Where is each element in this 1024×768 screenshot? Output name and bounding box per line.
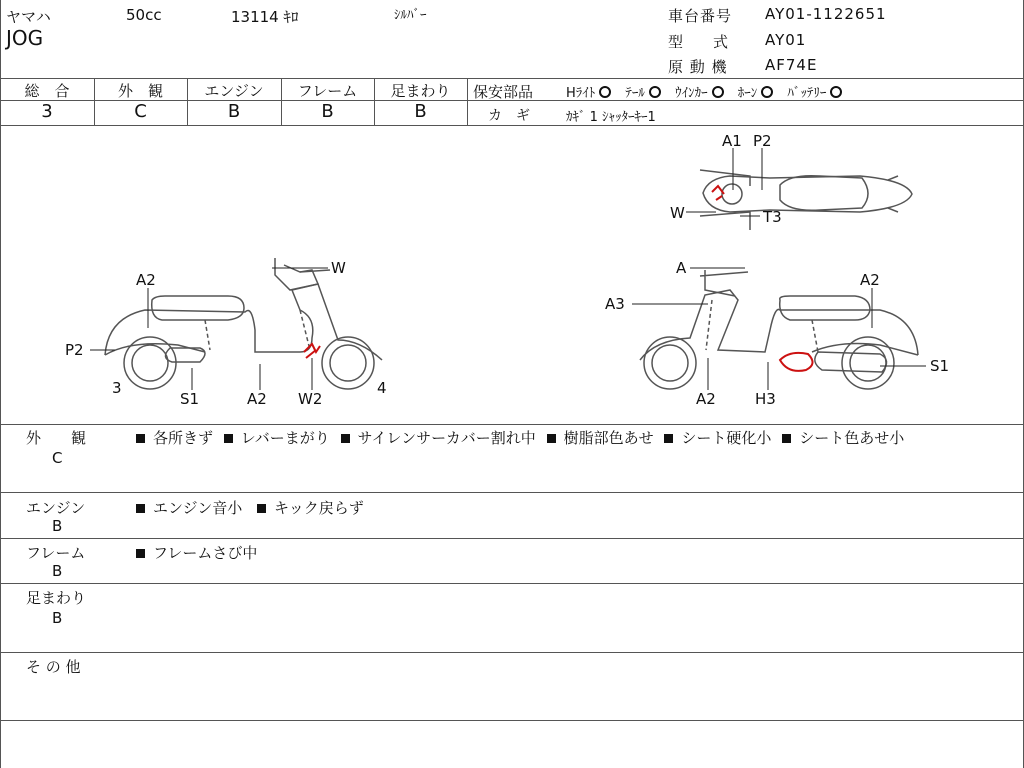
ok-mark-icon	[712, 86, 724, 98]
engine-value: AF74E	[765, 56, 818, 74]
note-items-exterior: 各所きず レバーまがり サイレンサーカバー割れ中 樹脂部色あせ シート硬化小 シート色あせ小	[136, 427, 1016, 449]
body-color: ｼﾙﾊﾞｰ	[394, 8, 427, 23]
safety-title: 保安部品	[473, 83, 534, 101]
key-label: カ ギ	[488, 108, 530, 124]
ok-mark-icon	[761, 86, 773, 98]
grade-value-engine: B	[227, 101, 241, 122]
mileage: 13114 ｷﾛ	[231, 8, 299, 26]
label-left-a2-top: A2	[136, 271, 156, 289]
type-value: AY01	[765, 31, 807, 49]
bullet-square-icon	[664, 434, 673, 443]
damage-marks-right	[780, 353, 813, 371]
frame-number: AY01-1122651	[765, 5, 887, 23]
divider-notes-3	[0, 583, 1024, 584]
bullet-square-icon	[224, 434, 233, 443]
ok-mark-icon	[830, 86, 842, 98]
bullet-square-icon	[341, 434, 350, 443]
label-left-3: 3	[112, 379, 122, 397]
model-name: JOG	[6, 26, 44, 50]
label-right-a2-top: A2	[860, 271, 880, 289]
callout-labels-left	[65, 259, 387, 408]
divider-notes-4	[0, 652, 1024, 653]
safety-item-taillight: ﾃｰﾙ	[625, 86, 661, 101]
divider-diagram-bottom	[0, 424, 1024, 425]
label-right-s1: S1	[930, 357, 950, 375]
damage-diagram	[0, 126, 1024, 424]
ok-mark-icon	[599, 86, 611, 98]
label-top-a1: A1	[722, 132, 742, 150]
safety-item-headlight: Hﾗｲﾄ	[566, 86, 611, 101]
label-left-w2: W2	[298, 390, 323, 408]
note-label-other: そ の 他	[26, 658, 81, 676]
key-value: ｶｷﾞ 1 ｼｬｯﾀｰｷｰ1	[566, 110, 656, 125]
label-left-a2-bottom: A2	[247, 390, 267, 408]
grade-label-exterior: 外 観	[117, 82, 163, 100]
bullet-square-icon	[136, 504, 145, 513]
label-top-w: W	[670, 204, 685, 222]
frame-number-label: 車台番号	[668, 7, 733, 25]
scooter-top-view	[700, 170, 912, 230]
grade-label-engine: エンジン	[204, 82, 264, 100]
note-grade-suspension: B	[52, 609, 63, 627]
label-left-4: 4	[377, 379, 387, 397]
divider-notes-1	[0, 492, 1024, 493]
bullet-square-icon	[547, 434, 556, 443]
note-items-frame: フレームさび中	[136, 542, 257, 563]
note-grade-engine: B	[52, 517, 63, 535]
note-items-engine: エンジン音小 キック戻らず	[136, 497, 364, 518]
grade-label-overall: 総 合	[24, 82, 70, 100]
safety-item-battery: ﾊﾞｯﾃﾘｰ	[787, 86, 842, 101]
grade-col-divider-5	[467, 78, 468, 125]
note-label-exterior: 外 観	[26, 429, 87, 447]
grade-value-frame: B	[321, 101, 334, 122]
label-top-t3: T3	[763, 208, 782, 226]
bullet-square-icon	[257, 504, 266, 513]
label-top-p2: P2	[753, 132, 772, 150]
bullet-square-icon	[136, 549, 145, 558]
divider-header	[0, 78, 1024, 79]
grade-value-suspension: B	[414, 101, 427, 122]
bullet-square-icon	[782, 434, 791, 443]
label-right-a3: A3	[605, 295, 625, 313]
damage-marks-left	[304, 344, 320, 358]
label-right-a2-bottom: A2	[696, 390, 716, 408]
grade-label-suspension: 足まわり	[390, 82, 451, 100]
grade-label-frame: フレーム	[297, 82, 358, 100]
grade-value-exterior: C	[134, 101, 147, 122]
label-left-s1: S1	[180, 390, 200, 408]
grade-value-overall: 3	[41, 101, 53, 122]
displacement: 50cc	[126, 6, 162, 24]
divider-notes-2	[0, 538, 1024, 539]
bullet-square-icon	[136, 434, 145, 443]
maker: ヤマハ	[6, 8, 51, 26]
note-grade-exterior: C	[52, 449, 63, 467]
safety-items	[566, 82, 852, 101]
label-left-w: W	[331, 259, 346, 277]
note-grade-frame: B	[52, 562, 63, 580]
note-label-frame: フレーム	[26, 544, 86, 562]
safety-item-winker: ｳｲﾝｶｰ	[675, 86, 724, 101]
label-left-p2: P2	[65, 341, 84, 359]
engine-label: 原 動 機	[668, 58, 728, 76]
safety-item-horn: ﾎｰﾝ	[738, 86, 774, 101]
ok-mark-icon	[649, 86, 661, 98]
divider-notes-5	[0, 720, 1024, 721]
note-label-suspension: 足まわり	[26, 589, 87, 607]
note-label-engine: エンジン	[26, 499, 86, 517]
label-right-h3: H3	[755, 390, 776, 408]
label-right-a: A	[676, 259, 687, 277]
type-label: 型 式	[668, 33, 729, 51]
